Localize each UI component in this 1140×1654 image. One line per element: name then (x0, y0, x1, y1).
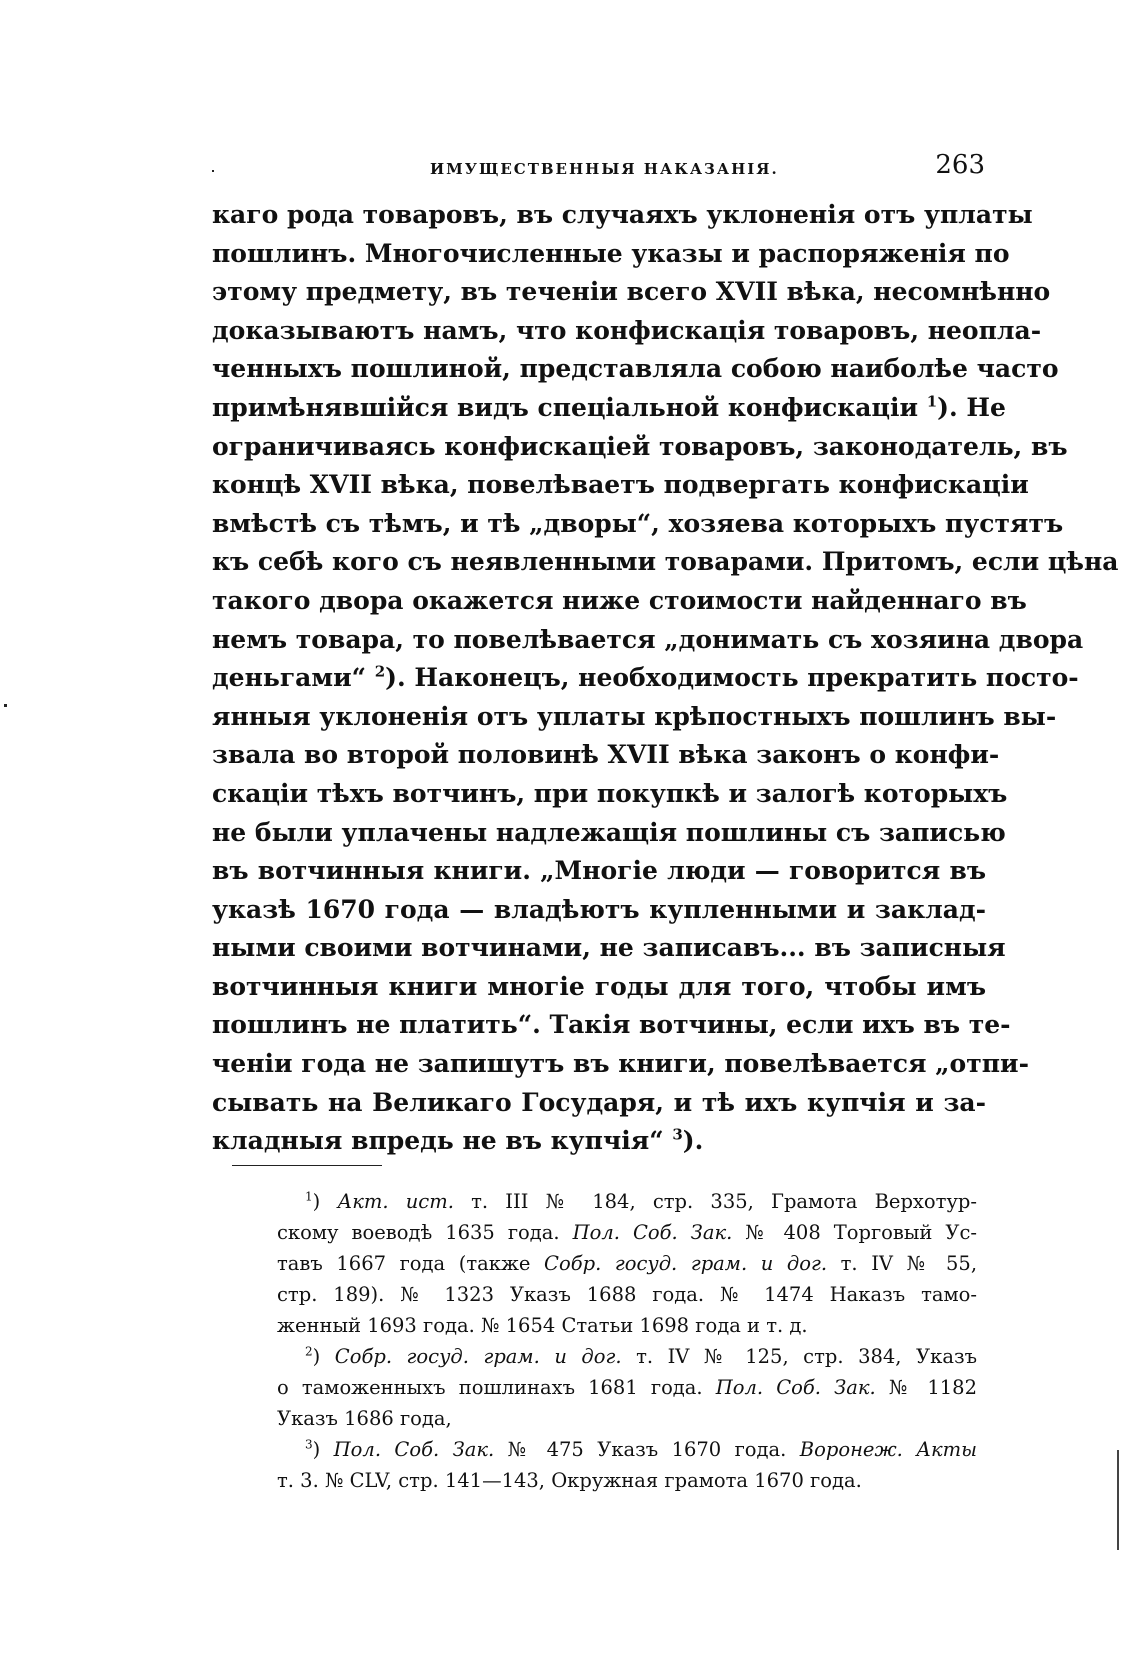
source-title: Воронеж. Акты (799, 1438, 978, 1461)
text-line: пошлинъ не платить“. Такія вотчины, если ихъ въ те- (212, 1010, 1011, 1040)
footnote-2-line (277, 1341, 977, 1372)
text-fragment: т. IV № 125, стр. 384, Указъ (621, 1345, 977, 1368)
text-line: каго рода товаровъ, въ случаяхъ уклоненія отъ уплаты (212, 200, 1033, 229)
footnotes (277, 1186, 977, 1496)
text-line (212, 659, 1079, 698)
text-line: янныя уклоненія отъ уплаты крѣпостныхъ пошлинъ вы- (212, 701, 1057, 731)
footnote-divider (232, 1165, 382, 1166)
footnote-ref: 2 (374, 662, 386, 681)
scan-speck (4, 704, 7, 707)
text-line: ными своими вотчинами, не записавъ... въ записныя (212, 933, 1006, 963)
text-line: сывать на Великаго Государя, и тѣ ихъ купчія и за- (212, 1087, 986, 1117)
page-header (212, 150, 985, 186)
running-title: ИМУЩЕСТВЕННЫЯ НАКАЗАНІЯ. (430, 160, 779, 178)
footnote-2-line: Указъ 1686 года, (277, 1407, 452, 1430)
text-line: скаціи тѣхъ вотчинъ, при покупкѣ и залогѣ которыхъ (212, 778, 1008, 808)
footnote-ref: 3 (672, 1125, 683, 1144)
text-fragment: деньгами“ (212, 663, 375, 693)
text-fragment: тавъ 1667 года (также (277, 1252, 545, 1275)
footnote-3-line: т. 3. № CLV, стр. 141—143, Окружная грамота 1670 года. (277, 1469, 862, 1492)
text-fragment: примѣнявшійся видъ спеціальной конфискаціи (212, 392, 927, 422)
text-fragment: ). Не (937, 392, 1006, 422)
text-line: пошлинъ. Многочисленные указы и распоряженія по (212, 238, 1010, 268)
text-line: немъ товара, то повелѣвается „донимать съ хозяина двора (212, 624, 1084, 654)
source-title: Пол. Соб. Зак. (572, 1221, 733, 1244)
page-number: 263 (935, 150, 985, 180)
text-line: доказываютъ намъ, что конфискація товаровъ, неопла- (212, 315, 1042, 345)
text-fragment: т. IV № 55, (827, 1252, 978, 1275)
source-title: Собр. госуд. грам. и дог. (334, 1345, 622, 1368)
text-line: этому предмету, въ теченіи всего XVII вѣка, несомнѣнно (212, 277, 1051, 307)
text-line: ченіи года не запишутъ въ книги, повелѣвается „отпи- (212, 1049, 1029, 1079)
text-fragment: № 475 Указъ 1670 года. (494, 1438, 800, 1461)
footnote-ref: 1 (926, 392, 938, 411)
text-line (212, 389, 1006, 428)
footnote-mark: 2 (305, 1344, 313, 1359)
text-line (212, 1122, 986, 1161)
footnote-3-line (277, 1434, 977, 1465)
source-title: Пол. Соб. Зак. (715, 1376, 876, 1399)
footnote-2-line (277, 1372, 977, 1403)
footnote-mark: 1 (305, 1189, 313, 1204)
footnote-1-line: стр. 189). № 1323 Указъ 1688 года. № 1474 Наказъ тамо- (277, 1283, 977, 1306)
text-fragment: кладныя впредь не въ купчія“ (212, 1126, 673, 1156)
footnote-mark: 3 (305, 1437, 313, 1452)
text-line: вотчинныя книги многіе годы для того, чтобы имъ (212, 971, 986, 1001)
footnote-1-line (277, 1217, 977, 1248)
text-line: не были уплачены надлежащія пошлины съ записью (212, 817, 1006, 847)
text-line: концѣ XVII вѣка, повелѣваетъ подвергать конфискаціи (212, 470, 1029, 500)
source-title: Акт. ист. (337, 1190, 454, 1213)
text-fragment: ). (682, 1126, 704, 1156)
text-fragment: ). Наконецъ, необходимость прекратить посто- (385, 663, 1079, 693)
scan-speck (212, 170, 214, 172)
text-line: ограничиваясь конфискаціей товаровъ, законодатель, въ (212, 431, 1068, 461)
source-title: Пол. Соб. Зак. (333, 1438, 495, 1461)
text-fragment: т. III № 184, стр. 335, Грамота Верхотур- (453, 1190, 977, 1213)
scan-edge-line (1117, 1450, 1119, 1550)
text-fragment: ) (312, 1190, 338, 1213)
footnote-1-line (277, 1186, 977, 1217)
text-line: звала во второй половинѣ XVII вѣка законъ о конфи- (212, 740, 1000, 770)
text-line: вмѣстѣ съ тѣмъ, и тѣ „дворы“, хозяева которыхъ пустятъ (212, 508, 1064, 538)
text-fragment: ) (312, 1345, 335, 1368)
source-title: Собр. госуд. грам. и дог. (544, 1252, 828, 1275)
text-fragment: о таможенныхъ пошлинахъ 1681 года. (277, 1376, 716, 1399)
text-line: указѣ 1670 года — владѣютъ купленными и заклад- (212, 894, 986, 924)
text-line: въ вотчинныя книги. „Многіе люди — говорится въ (212, 856, 986, 886)
text-fragment: ) (312, 1438, 334, 1461)
text-line: къ себѣ кого съ неявленными товарами. Притомъ, если цѣна (212, 547, 1119, 577)
text-line: ченныхъ пошлиной, представляла собою наиболѣе часто (212, 354, 1059, 384)
footnote-1-line: женный 1693 года. № 1654 Статьи 1698 года и т. д. (277, 1314, 808, 1337)
text-fragment: скому воеводѣ 1635 года. (277, 1221, 573, 1244)
text-fragment: № 408 Торговый Ус- (732, 1221, 977, 1244)
text-fragment: № 1182 (875, 1376, 977, 1399)
text-line: такого двора окажется ниже стоимости найденнаго въ (212, 585, 1027, 615)
main-text (212, 196, 1119, 1161)
footnote-1-line (277, 1248, 977, 1279)
